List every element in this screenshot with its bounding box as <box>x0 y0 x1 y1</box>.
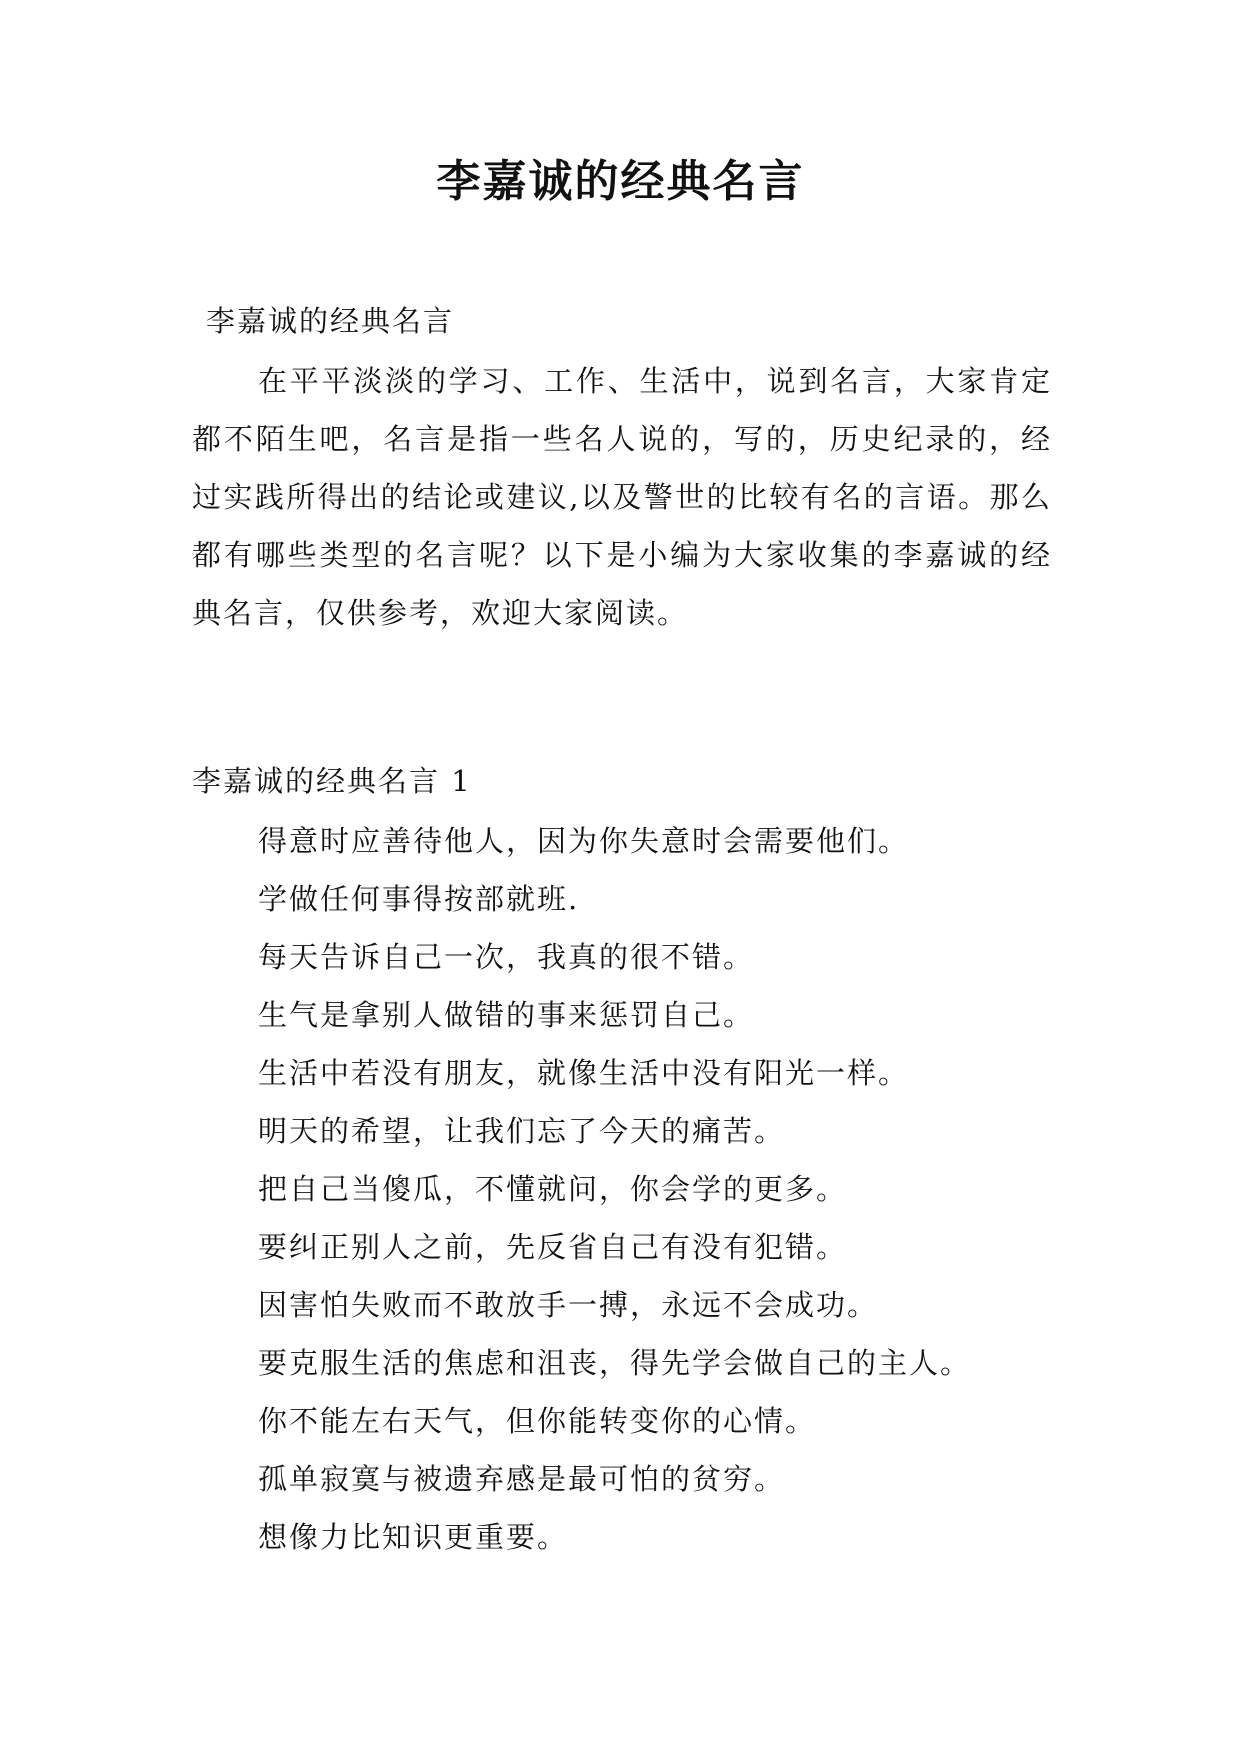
quote-item: 学做任何事得按部就班. <box>258 882 580 916</box>
document-body <box>192 290 1052 1566</box>
quote-item: 生活中若没有朋友，就像生活中没有阳光一样。 <box>258 1056 910 1090</box>
quote-item: 你不能左右天气，但你能转变你的心情。 <box>258 1404 817 1438</box>
quote-item: 因害怕失败而不敢放手一搏，永远不会成功。 <box>258 1288 879 1322</box>
quote-item: 要纠正别人之前，先反省自己有没有犯错。 <box>258 1230 848 1264</box>
quote-item: 得意时应善待他人，因为你失意时会需要他们。 <box>258 824 910 858</box>
intro-paragraph: 在平平淡淡的学习、工作、生活中，说到名言，大家肯定都不陌生吧，名言是指一些名人说的，写的，历史纪录的，经过实践所得出的结论或建议,以及警世的比较有名的言语。那么都有哪些类型的名言呢？以下是小编为大家收集的李嘉诚的经典名言，仅供参考，欢迎大家阅读。 <box>192 364 1052 630</box>
subheading: 李嘉诚的经典名言 <box>206 304 455 338</box>
quote-item: 把自己当傻瓜，不懂就问，你会学的更多。 <box>258 1172 848 1206</box>
section-heading: 李嘉诚的经典名言 1 <box>192 764 472 798</box>
quote-item: 想像力比知识更重要。 <box>258 1520 569 1554</box>
quote-item: 每天告诉自己一次，我真的很不错。 <box>258 940 755 974</box>
quote-item: 要克服生活的焦虑和沮丧，得先学会做自己的主人。 <box>258 1346 972 1380</box>
document-title: 李嘉诚的经典名言 <box>436 156 805 207</box>
quote-list <box>192 812 1052 1566</box>
quote-item: 生气是拿别人做错的事来惩罚自己。 <box>258 998 755 1032</box>
quote-item: 孤单寂寞与被遗弃感是最可怕的贫穷。 <box>258 1462 786 1496</box>
quote-item: 明天的希望，让我们忘了今天的痛苦。 <box>258 1114 786 1148</box>
